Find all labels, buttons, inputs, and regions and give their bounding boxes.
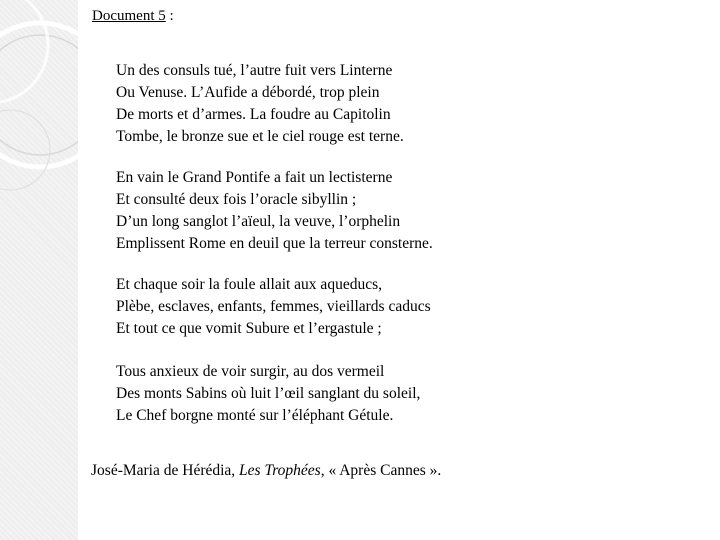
verse-line: D’un long sanglot l’aïeul, la veuve, l’orphelin [116, 213, 401, 230]
verse-line: Et tout ce que vomit Subure et l’ergastule ; [116, 320, 382, 337]
decorative-sidebar [0, 0, 78, 540]
stanza-1 [116, 60, 404, 148]
document-title-suffix: : [165, 8, 174, 24]
credit-work: Les Trophées [239, 462, 321, 479]
verse-line: Et chaque soir la foule allait aux aqueducs, [116, 276, 382, 293]
document-title-label: Document 5 [92, 8, 166, 24]
verse-line: En vain le Grand Pontife a fait un lectisterne [116, 169, 393, 186]
credit-separator: , [320, 462, 329, 479]
verse-line: Le Chef borgne monté sur l’éléphant Gétule. [116, 407, 394, 424]
verse-line: Emplissent Rome en deuil que la terreur consterne. [116, 235, 433, 252]
credit-author: José-Maria de Hérédia, [91, 462, 240, 479]
verse-line: Un des consuls tué, l’autre fuit vers Linterne [116, 62, 393, 79]
credit-poem: « Après Cannes ». [328, 462, 442, 479]
source-credit [91, 460, 441, 482]
verse-line: Plèbe, esclaves, enfants, femmes, vieillards caducs [116, 298, 431, 315]
stanza-3 [116, 274, 431, 340]
decorative-circles [0, 0, 78, 540]
verse-line: De morts et d’armes. La foudre au Capitolin [116, 106, 391, 123]
verse-line: Ou Venuse. L’Aufide a débordé, trop plein [116, 84, 380, 101]
verse-line: Des monts Sabins où luit l’œil sanglant du soleil, [116, 385, 421, 402]
verse-line: Et consulté deux fois l’oracle sibyllin ; [116, 191, 357, 208]
stanza-4 [116, 361, 420, 427]
document-title [92, 6, 174, 26]
verse-line: Tombe, le bronze sue et le ciel rouge est terne. [116, 128, 404, 145]
stanza-2 [116, 167, 433, 255]
verse-line: Tous anxieux de voir surgir, au dos vermeil [116, 363, 385, 380]
